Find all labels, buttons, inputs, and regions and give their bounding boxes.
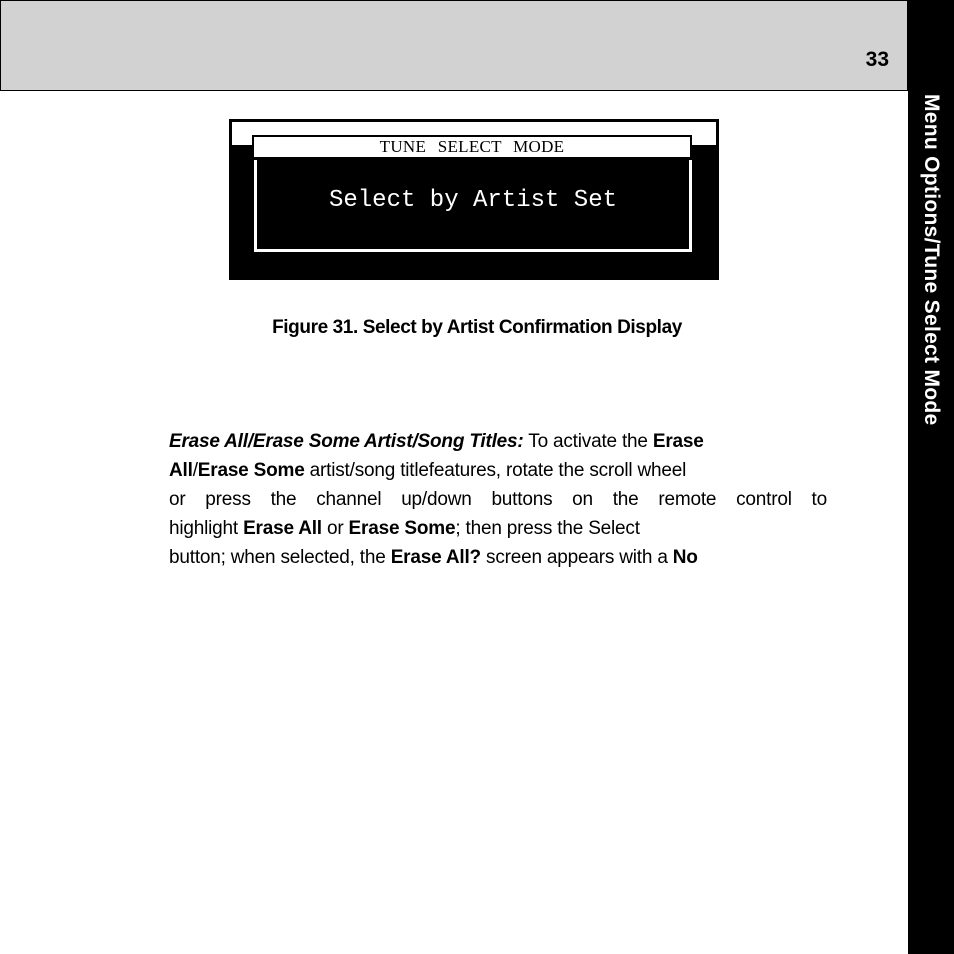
body-paragraph xyxy=(169,427,827,572)
lcd-display-figure xyxy=(229,119,719,280)
bold-term: All xyxy=(169,460,193,481)
page-header-bar xyxy=(0,0,908,91)
paragraph-lead-heading: Erase All/Erase Some Artist/Song Titles: xyxy=(169,431,524,452)
bold-term: Erase xyxy=(652,431,704,452)
paragraph-line-5 xyxy=(169,543,827,572)
figure-caption: Figure 31. Select by Artist Confirmation Display xyxy=(272,317,682,338)
page-number: 33 xyxy=(865,48,889,71)
paragraph-line-1 xyxy=(169,427,827,456)
section-tab-label: Menu Options/Tune Select Mode xyxy=(920,94,943,426)
lcd-screen xyxy=(254,160,692,252)
text-run: / xyxy=(192,460,198,481)
lcd-title: TUNE SELECT MODE xyxy=(252,135,692,159)
text-run: To activate the xyxy=(523,431,653,452)
section-side-tab xyxy=(908,0,954,954)
bold-term: Erase Some xyxy=(348,518,456,539)
paragraph-line-4 xyxy=(169,514,827,543)
text-run: button; when selected, the xyxy=(169,547,391,568)
text-run: or xyxy=(321,518,349,539)
paragraph-line-2 xyxy=(169,456,827,485)
text-run: highlight xyxy=(169,518,244,539)
bold-term: Erase Some xyxy=(197,460,305,481)
bold-term: Erase All xyxy=(243,518,322,539)
bold-term: Erase All? xyxy=(390,547,481,568)
paragraph-line-3: or press the channel up/down buttons on the remote control to xyxy=(169,489,827,510)
bold-term: No xyxy=(672,547,698,568)
text-run: screen appears with a xyxy=(480,547,673,568)
text-run: ; then press the Select xyxy=(455,518,640,539)
lcd-message: Select by Artist Set xyxy=(328,187,618,214)
text-run: artist/song titlefeatures, rotate the scroll wheel xyxy=(304,460,687,481)
